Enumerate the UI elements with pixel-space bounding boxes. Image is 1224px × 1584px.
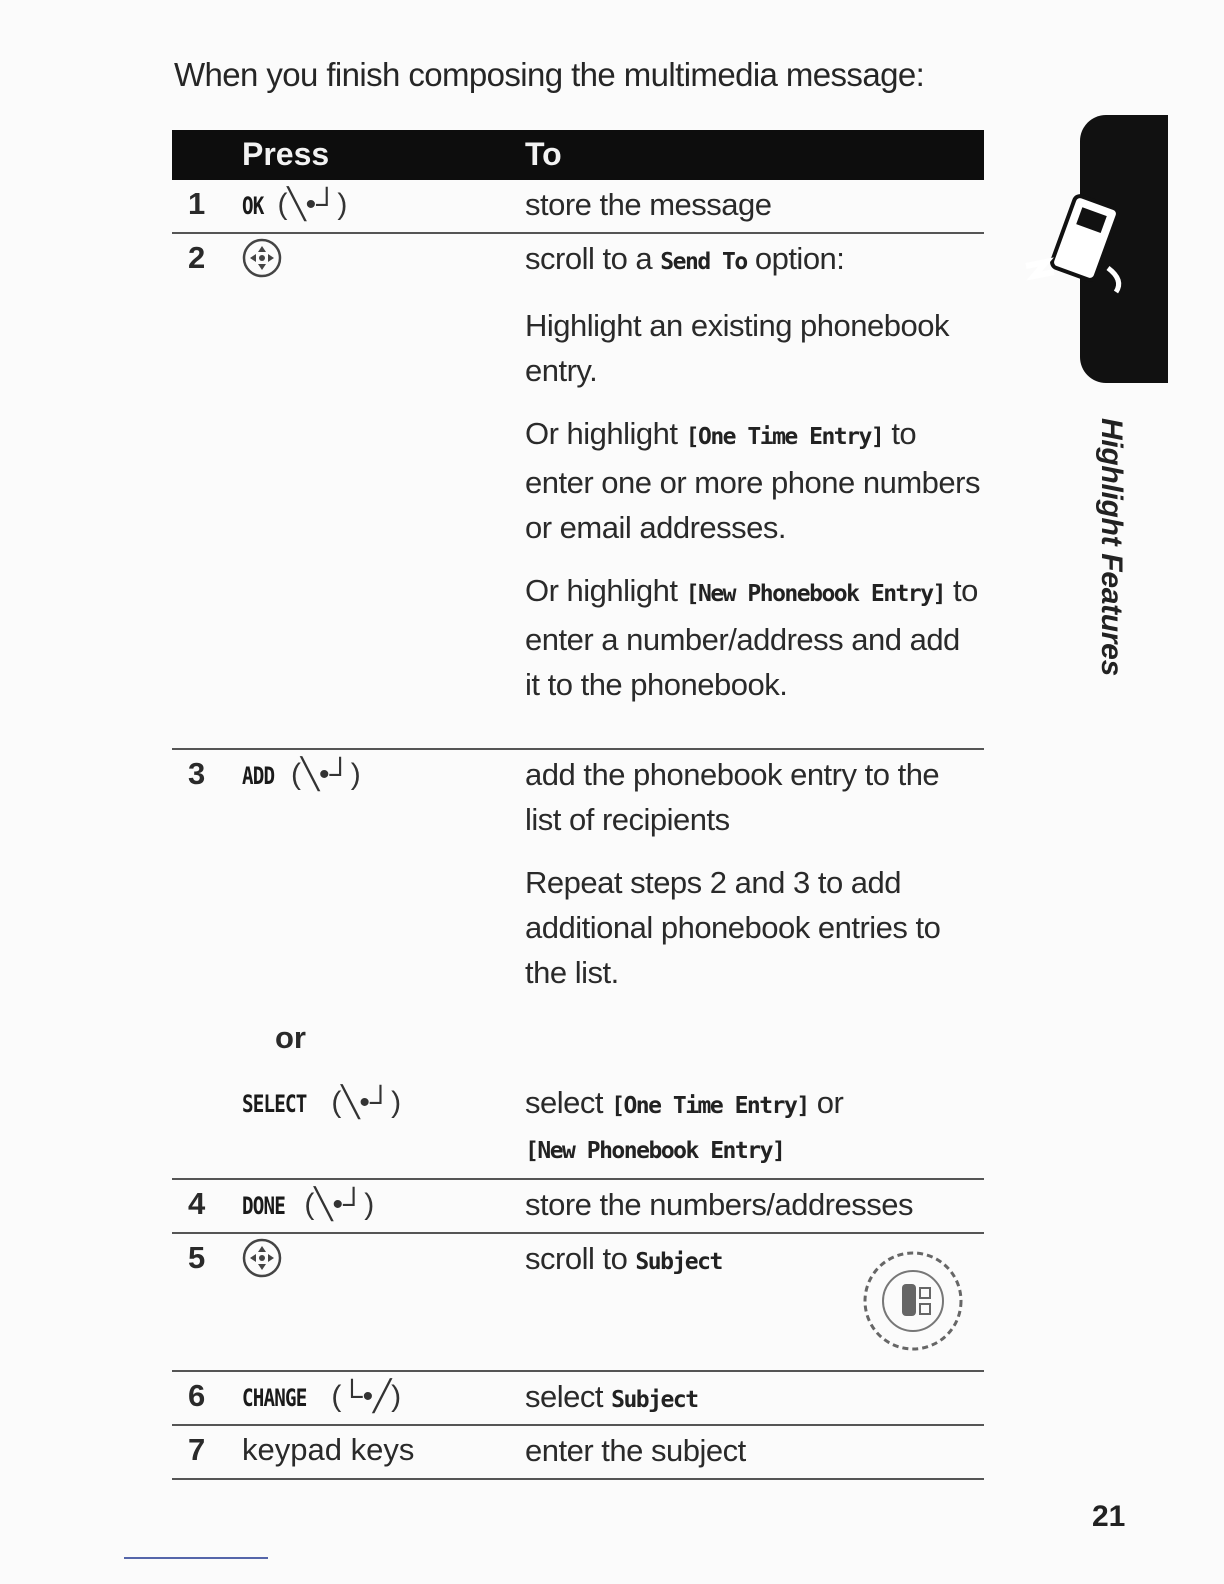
phone-mascot-icon — [1020, 188, 1140, 308]
page-number: 21 — [1092, 1500, 1126, 1533]
accessibility-seal-icon — [858, 1244, 968, 1359]
header-to: To — [525, 136, 562, 172]
table-row: 5 scroll to Subject — [172, 1234, 984, 1372]
table-row: 4 DONE (╲•┘) store the numbers/addresses — [172, 1180, 984, 1234]
table-row: 7 keypad keys enter the subject — [172, 1426, 984, 1480]
instruction-table — [172, 130, 984, 1480]
nav-key-icon — [242, 1238, 282, 1278]
intro-text: When you finish composing the multimedia message: — [174, 56, 925, 93]
table-row: 6 CHANGE (└•╱) select Subject — [172, 1372, 984, 1426]
header-press: Press — [242, 136, 330, 172]
nav-key-icon — [242, 238, 282, 278]
table-header — [172, 130, 984, 180]
footer-rule — [124, 1557, 268, 1559]
table-row: 2 scroll to a Send To option: Highlight an existing phonebook entry. Or highlight [One Time Entry] to enter one or more phone numbers or email addresses. Or highlight [New Phonebook Entry] to enter a number/address and add it to the phonebook. — [172, 234, 984, 750]
table-row: 3 ADD (╲•┘) add the phonebook entry to the list of recipients Repeat steps 2 and 3 to add additional phonebook entries to the list. or SELECT (╲•┘) select [One Time Entry] or [New Phonebook Entry] — [172, 750, 984, 1180]
or-label: or — [275, 1020, 306, 1055]
side-section-label: Highlight Features — [1095, 418, 1128, 676]
table-row: 1 OK (╲•┘) store the message — [172, 180, 984, 234]
